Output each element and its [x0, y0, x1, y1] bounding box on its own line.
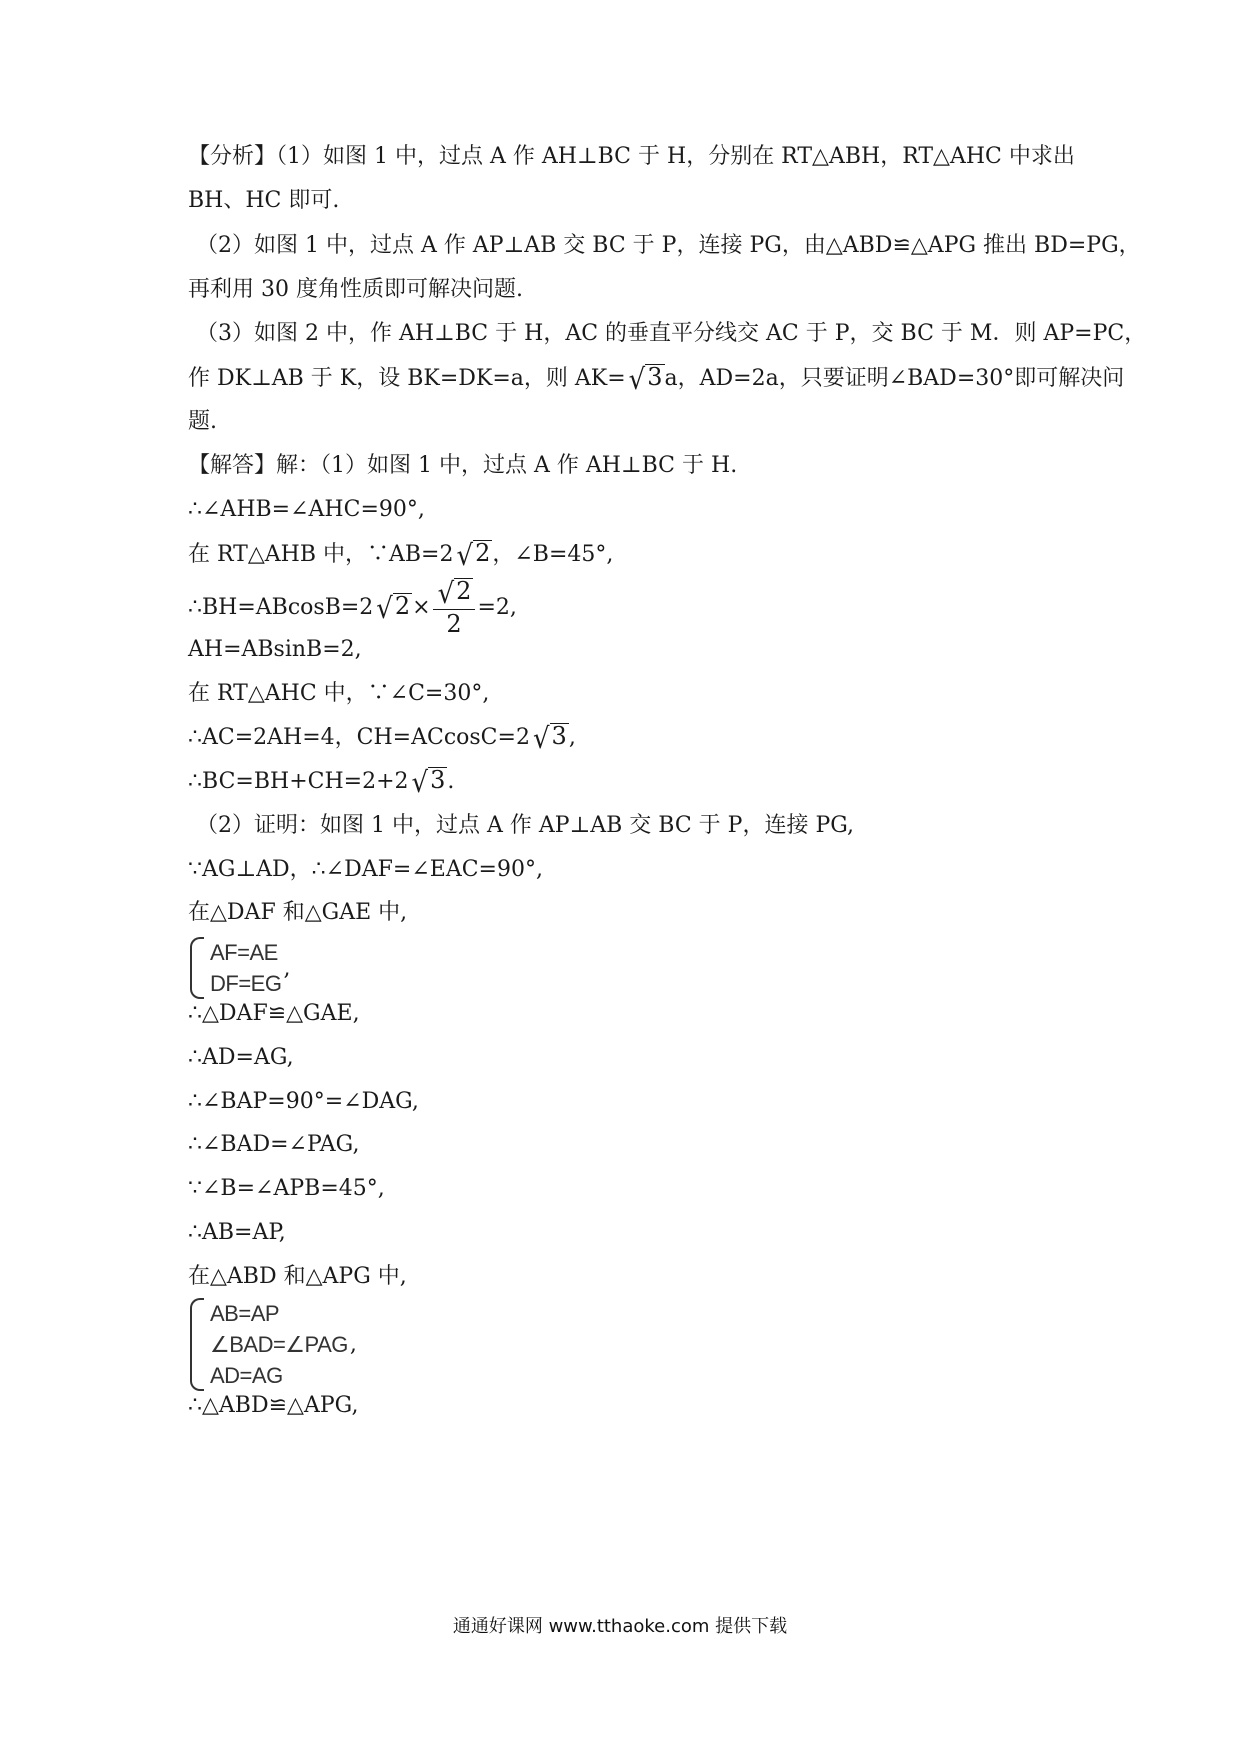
equation-system-1 — [190, 937, 290, 999]
solution-line-14: ∴∠BAP=90°=∠DAG, — [188, 1089, 419, 1114]
analysis-line-1: 【分析】（1）如图 1 中，过点 A 作 AH⊥BC 于 H，分别在 RT△ABH，RT△AHC 中求出 — [188, 144, 1075, 169]
sqrt-2: √2 — [456, 539, 491, 573]
analysis-line-3: （2）如图 1 中，过点 A 作 AP⊥AB 交 BC 于 P，连接 PG，由△ABD≌△APG 推出 BD=PG， — [196, 233, 1141, 258]
analysis-line-6 — [188, 363, 1125, 397]
solution-line-2: ∴∠AHB=∠AHC=90°, — [188, 497, 425, 522]
page-footer: 通通好课网 www.tthaoke.com 提供下载 — [452, 1616, 788, 1637]
left-brace — [190, 1298, 204, 1391]
solution-line-13: ∴AD=AG, — [188, 1045, 294, 1070]
equation-system-rows — [210, 937, 281, 999]
equation-row: AF=AE — [210, 940, 278, 965]
sqrt-3: √3 — [628, 363, 663, 397]
equation-system-rows — [210, 1298, 348, 1391]
analysis-line-6-text-a: 作 DK⊥AB 于 K，设 BK=DK=a，则 AK= — [188, 366, 626, 391]
equation-system-comma: , — [349, 1332, 357, 1357]
equation-row: ∠BAD=∠PAG — [210, 1332, 348, 1357]
solution-line-3-text-a: 在 RT△AHB 中，∵AB=2 — [188, 542, 454, 567]
solution-line-17: ∴AB=AP, — [188, 1220, 286, 1245]
solution-line-1: 【解答】解：（1）如图 1 中，过点 A 作 AH⊥BC 于 H. — [188, 453, 738, 478]
solution-line-12: ∴△DAF≌△GAE, — [188, 1001, 360, 1026]
analysis-line-5: （3）如图 2 中，作 AH⊥BC 于 H，AC 的垂直平分线交 AC 于 P，交 BC 于 M．则 AP=PC， — [196, 321, 1147, 346]
solution-line-16: ∵∠B=∠APB=45°, — [188, 1176, 385, 1201]
times-sign: × — [412, 595, 431, 620]
analysis-line-2: BH、HC 即可. — [188, 188, 340, 213]
solution-line-4-text-a: ∴BH=ABcosB=2 — [188, 595, 374, 620]
equation-row: AB=AP — [210, 1301, 280, 1326]
solution-line-11: 在△DAF 和△GAE 中, — [188, 900, 408, 925]
sqrt-3: √3 — [411, 766, 446, 800]
solution-line-10: ∵AG⊥AD，∴∠DAF=∠EAC=90°, — [188, 857, 543, 882]
solution-line-8-text-b: . — [447, 769, 455, 794]
analysis-line-4: 再利用 30 度角性质即可解决问题. — [188, 277, 523, 302]
solution-line-5: AH=ABsinB=2, — [188, 637, 362, 662]
solution-line-6: 在 RT△AHC 中，∵∠C=30°, — [188, 681, 490, 706]
equation-row: AD=AG — [210, 1363, 283, 1388]
fraction-sqrt2-over-2: $\frac{√2}{2}$ — [433, 578, 476, 638]
analysis-line-7: 题. — [188, 409, 217, 434]
solution-line-8 — [188, 766, 455, 800]
equation-system-2 — [190, 1298, 357, 1391]
solution-line-7-text-a: ∴AC=2AH=4，CH=ACcosC=2 — [188, 725, 530, 750]
solution-line-4-text-b: =2, — [477, 595, 517, 620]
sqrt-2: √2 — [376, 592, 411, 626]
solution-line-9: （2）证明：如图 1 中，过点 A 作 AP⊥AB 交 BC 于 P，连接 PG, — [196, 813, 855, 838]
solution-line-7-text-b: , — [568, 725, 576, 750]
equation-row: DF=EG — [210, 971, 282, 996]
solution-line-4 — [188, 578, 517, 638]
solution-line-18: 在△ABD 和△APG 中, — [188, 1264, 407, 1289]
solution-line-8-text-a: ∴BC=BH+CH=2+2 — [188, 769, 409, 794]
equation-system-comma: , — [283, 955, 291, 981]
solution-line-7 — [188, 722, 576, 756]
solution-line-3 — [188, 539, 614, 573]
solution-line-19: ∴△ABD≌△APG, — [188, 1393, 359, 1418]
solution-line-15: ∴∠BAD=∠PAG, — [188, 1132, 360, 1157]
solution-line-3-text-b: ，∠B=45°, — [492, 542, 614, 567]
left-brace — [190, 937, 204, 999]
analysis-line-6-text-b: a，AD=2a，只要证明∠BAD=30°即可解决问 — [664, 366, 1125, 391]
sqrt-3: √3 — [532, 722, 567, 756]
